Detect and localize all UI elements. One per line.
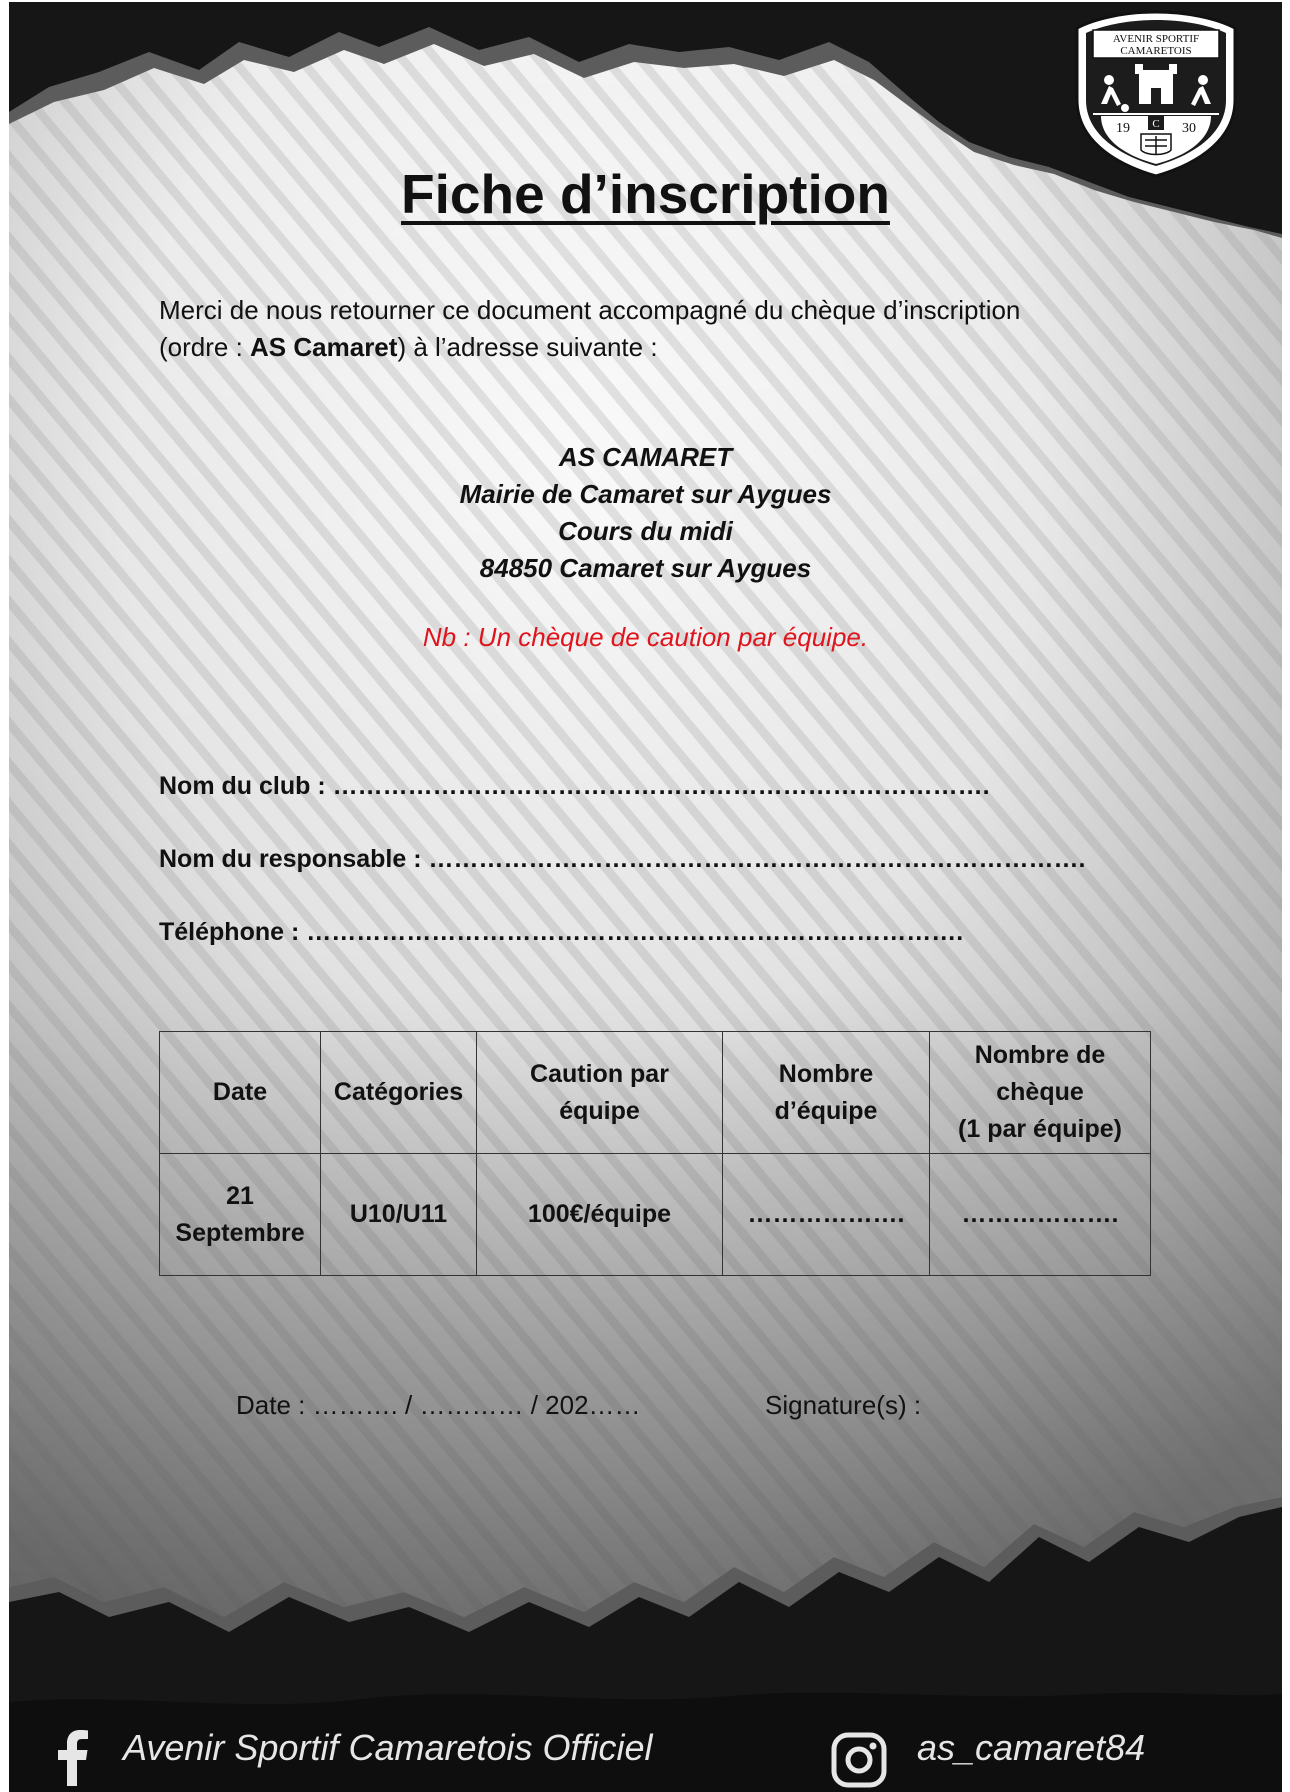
cell-caution: 100€/équipe bbox=[477, 1154, 723, 1276]
cell-team-count-input[interactable]: ………………. bbox=[723, 1154, 930, 1276]
address-line-2: Mairie de Camaret sur Aygues bbox=[459, 479, 832, 509]
address-line-3: Cours du midi bbox=[558, 516, 733, 546]
intro-paragraph bbox=[159, 292, 1020, 366]
instagram-handle-label[interactable]: as_camaret84 bbox=[917, 1727, 1146, 1768]
instagram-icon bbox=[831, 1732, 887, 1788]
phone-field[interactable]: Téléphone : ……………………………………………………………………. bbox=[159, 918, 964, 946]
cell-category: U10/U11 bbox=[321, 1154, 477, 1276]
crest-text-top: AVENIR SPORTIF bbox=[1112, 33, 1200, 45]
deposit-note: Nb : Un chèque de caution par équipe. bbox=[422, 622, 869, 652]
background-artwork bbox=[9, 2, 1282, 1792]
intro-line-2: (ordre : AS Camaret) à l’adresse suivante : bbox=[159, 332, 658, 362]
club-name-field[interactable]: Nom du club : ……………………………………………………………………. bbox=[159, 772, 990, 800]
page-title: Fiche d’inscription bbox=[401, 163, 890, 225]
registration-table bbox=[159, 1031, 1151, 1276]
crest-year-left: 19 bbox=[1116, 121, 1130, 136]
intro-line-1: Merci de nous retourner ce document accompagné du chèque d’inscription bbox=[159, 295, 1021, 325]
header-categories: Catégories bbox=[321, 1032, 477, 1154]
header-date: Date bbox=[160, 1032, 321, 1154]
manager-name-field[interactable]: Nom du responsable : ……………………………………………………………………. bbox=[159, 845, 1086, 873]
header-team-count: Nombre d’équipe bbox=[723, 1032, 930, 1154]
cell-date: 21 Septembre bbox=[160, 1154, 321, 1276]
address-line-1: AS CAMARET bbox=[558, 442, 733, 472]
date-field[interactable]: Date : ………. / ………… / 202…… bbox=[236, 1390, 641, 1420]
header-caution: Caution par équipe bbox=[477, 1032, 723, 1154]
facebook-page-label[interactable]: Avenir Sportif Camaretois Officiel bbox=[123, 1727, 653, 1768]
header-cheque-count: Nombre de chèque (1 par équipe) bbox=[930, 1032, 1151, 1154]
table-row bbox=[160, 1154, 1151, 1276]
signature-field[interactable]: Signature(s) : bbox=[765, 1390, 922, 1420]
crest-letter: C bbox=[1152, 118, 1160, 130]
payee-name: AS Camaret bbox=[250, 332, 398, 362]
cell-cheque-count-input[interactable]: ………………. bbox=[930, 1154, 1151, 1276]
crest-year-right: 30 bbox=[1182, 121, 1196, 136]
crest-text-bottom: CAMARETOIS bbox=[1120, 45, 1192, 57]
registration-form-page bbox=[9, 2, 1282, 1792]
facebook-icon bbox=[55, 1730, 89, 1786]
table-header-row bbox=[160, 1032, 1151, 1154]
address-line-4: 84850 Camaret sur Aygues bbox=[479, 553, 812, 583]
club-crest-logo bbox=[1071, 8, 1241, 178]
mailing-address bbox=[9, 439, 1282, 587]
